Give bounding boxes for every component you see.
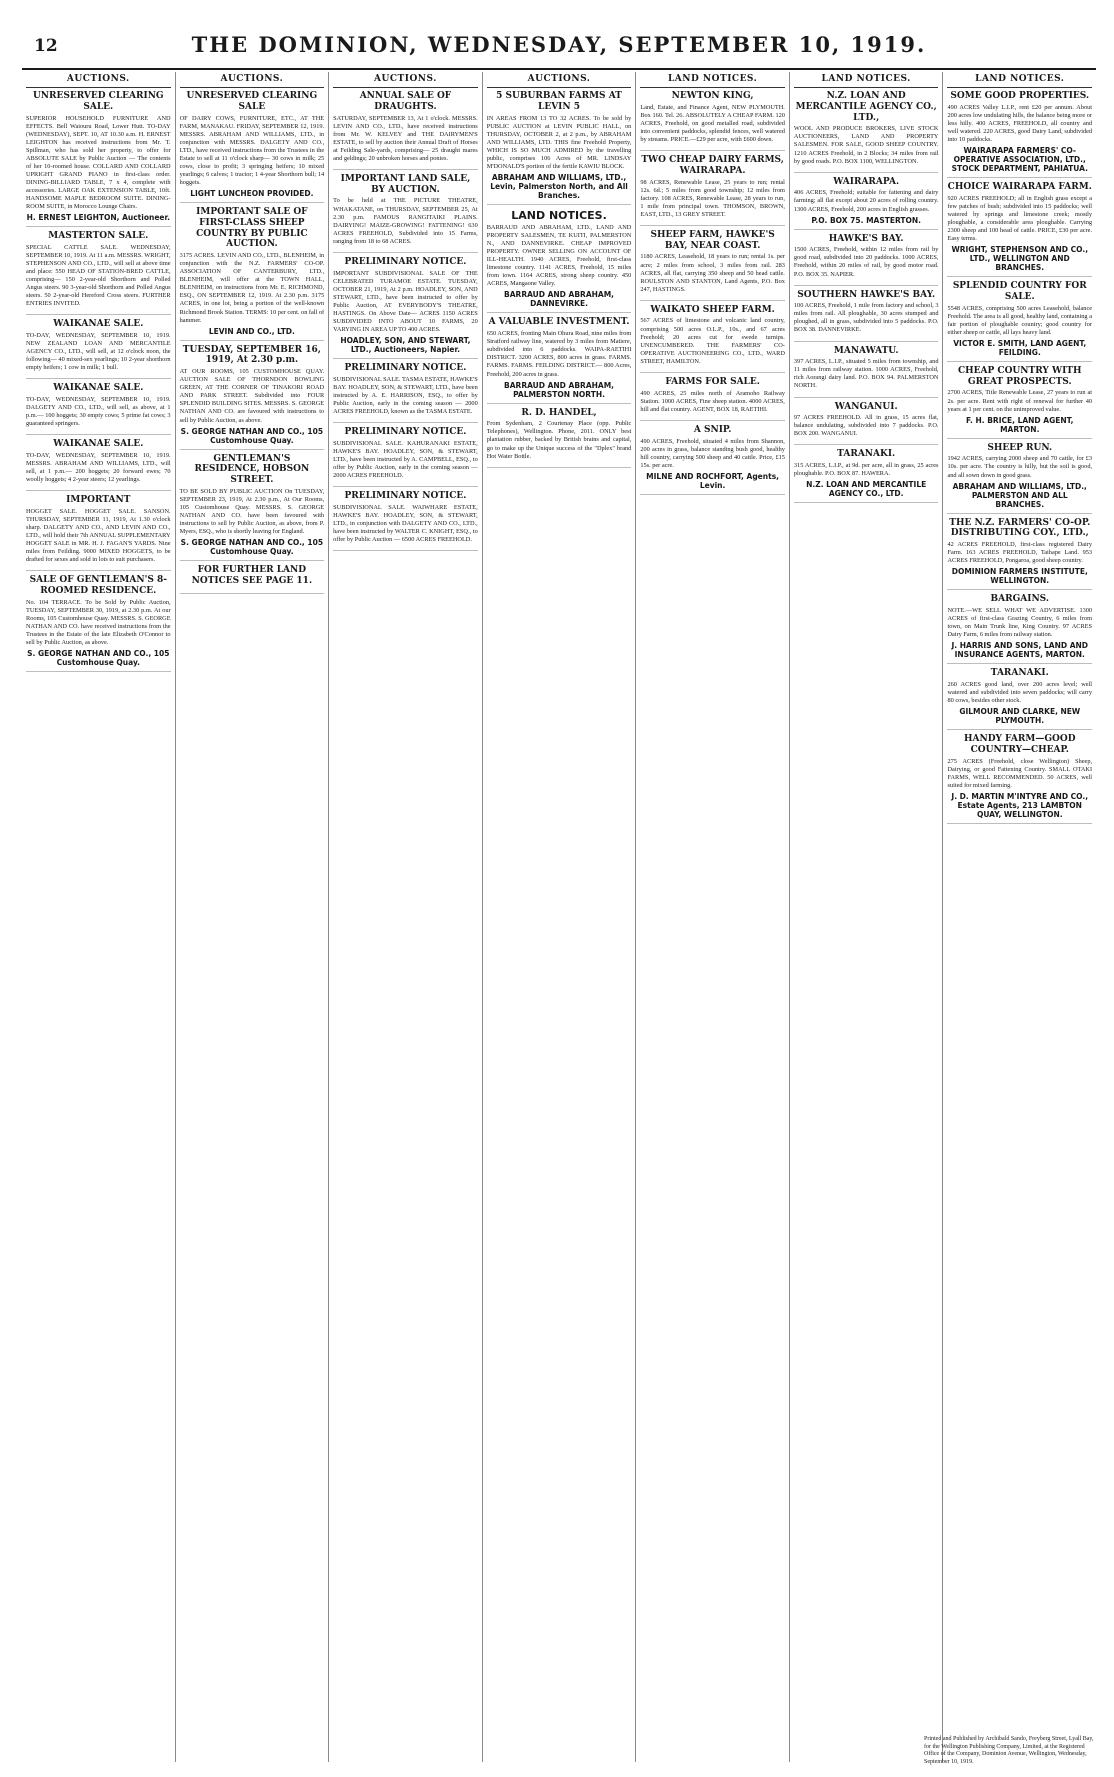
newspaper-column (482, 72, 636, 1762)
ad-body: From Sydenham, 2 Courtenay Place (opp. Public Telephones), Wellington. Phone, 2011. ONLY best plantation rubber, backed by British brains and capital, go to make up the Unique success of the "Dplex" brand Hot Water Bottle. (486, 420, 632, 460)
ad-body: 42 ACRES FREEHOLD, first-class registered Dairy Farm. 163 ACRES FREEHOLD, Taihape Land. 953 ACRES FREEHOLD, Pongaroa, good sheep country. (947, 541, 1093, 565)
ad-signature: MILNE AND ROCHFORT, Agents, Levin. (646, 471, 780, 490)
ad-title: WAIKANAE SALE. (53, 383, 144, 394)
ad-signature: HOADLEY, SON, AND STEWART, LTD., Auctioneers, Napier. (340, 335, 471, 354)
ad-title: TUESDAY, SEPTEMBER 16, 1919, At 2.30 p.m. (182, 344, 321, 366)
ad-body: WOOL AND PRODUCE BROKERS, LIVE STOCK AUCTIONEERS, LAND AND PROPERTY SALESMEN. FOR SALE, GOOD SHEEP COUNTRY. 1210 ACRES Freehold, in 2 Blocks; 34 miles from rail by good roads. P.O. BOX 1100, WELLINGTON. (793, 125, 939, 165)
classified-ad (180, 454, 325, 562)
ad-signature: H. ERNEST LEIGHTON, Auctioneer. (26, 213, 170, 223)
ad-signature: WRIGHT, STEPHENSON AND CO., LTD., WELLINGTON AND BRANCHES. (951, 245, 1089, 273)
ad-signature: N.Z. LOAN AND MERCANTILE AGENCY CO., LTD. (806, 480, 927, 499)
ad-body: No. 104 TERRACE. To be Sold by Public Auction, TUESDAY, SEPTEMBER 30, 1919, at 2.30 p.m. At our Rooms, 105 Customhouse Quay. MESSRS. S. GEORGE NATHAN AND CO. have received instructions from the Trustees in the Estate of the late Elizabeth O'Connor to sell by Public Auction, as above. (26, 599, 171, 647)
ad-title: SHEEP FARM, HAWKE'S BAY, NEAR COAST. (650, 229, 775, 251)
ad-body: SUBDIVISIONAL SALE. WAIWHARE ESTATE, HAWKE'S BAY. HOADLEY, SON, & STEWART, LTD., in conjunction with DALGETY AND CO., LTD., have been instructed by WALTER C. KNIGHT, ESQ., to offer by Public Auction — 6500 ACRES FREEHOLD. (333, 503, 478, 543)
ad-title: PRELIMINARY NOTICE. (344, 426, 467, 437)
classified-ad (947, 668, 1092, 730)
classified-ad (26, 319, 171, 379)
ad-body: TO BE SOLD BY PUBLIC AUCTION On TUESDAY, SEPTEMBER 23, 1919, At 2.30 p.m., At Our Rooms, 105 Customhouse Quay. MESSRS. S. GEORGE NATHAN AND CO. have been favoured with instructions to sell by Public Auction, as above, from P. Myers, ESQ., who is shortly leaving for England. (179, 487, 325, 536)
classified-ad (640, 425, 785, 495)
ad-title: N.Z. LOAN AND MERCANTILE AGENCY CO., LTD., (795, 91, 937, 123)
ad-title: R. D. HANDEL, (521, 407, 597, 418)
classified-ad (333, 427, 478, 487)
ad-title: WAIKATO SHEEP FARM. (650, 304, 775, 315)
classified-ad (26, 495, 171, 571)
ad-body: TO-DAY, WEDNESDAY, SEPTEMBER 10, 1919. NEW ZEALAND LOAN AND MERCANTILE AGENCY CO., LTD., will sell, at 12 o'clock noon, the following— 40 mixed-sex yearlings; 10 2-year shorthorn empty heifers; 1 cow in milk; 1 bull. (26, 332, 171, 372)
classified-ad (487, 317, 632, 403)
ad-signature: WAIRARAPA FARMERS' CO-OPERATIVE ASSOCIATION, LTD., STOCK DEPARTMENT, PAHIATUA. (951, 146, 1088, 174)
ad-title: UNRESERVED CLEARING SALE. (32, 91, 164, 112)
ad-title: WAIRARAPA. (833, 176, 900, 187)
ad-signature: LEVIN AND CO., LTD. (208, 326, 295, 336)
ad-title: IMPORTANT LAND SALE, BY AUCTION. (340, 173, 471, 195)
ad-title: HAWKE'S BAY. (828, 233, 904, 244)
ad-title: A SNIP. (693, 424, 732, 435)
ad-body: SATURDAY, SEPTEMBER 13, At 1 o'clock. MESSRS. LEVIN AND CO., LTD., have received instructions from Mr. W. KELVEY and THE DAIRYMEN'S ESTATE, to sell by auction their Annual Draft of Horses at Feilding Sale-yards, comprising— 25 draught mares and geldings; 20 unbroken horses and ponies. (333, 114, 478, 162)
ad-title: FARMS FOR SALE. (665, 376, 760, 387)
classified-ad (947, 518, 1092, 591)
ad-title: SOUTHERN HAWKE'S BAY. (797, 289, 936, 300)
ad-title: CHOICE WAIRARAPA FARM. (947, 182, 1092, 193)
ad-title: UNRESERVED CLEARING SALE (186, 91, 318, 112)
ad-body: BARRAUD AND ABRAHAM, LTD., LAND AND PROPERTY SALESMEN, TE KUITI, PALMERSTON N., AND DANNEVIRKE. CHEAP IMPROVED PROPERTY. OWNER SELLING ON ACCOUNT OF ILL-HEALTH. 1940 ACRES, Freehold, first-class limestone country. 1141 ACRES, Freehold, 15 miles from town. 1164 ACRES, strong sheep country. 450 ACRES, Mangaone Valley. (486, 224, 632, 288)
classified-ad (794, 177, 939, 230)
ad-signature: GILMOUR AND CLARKE, NEW PLYMOUTH. (959, 707, 1081, 726)
ad-title: HANDY FARM—GOOD COUNTRY—CHEAP. (963, 734, 1076, 756)
ad-signature: ABRAHAM AND WILLIAMS, LTD., Levin, Palmerston North, and All Branches. (490, 172, 628, 200)
ad-title: TARANAKI. (837, 449, 896, 460)
column-heading: AUCTIONS. (487, 72, 632, 88)
ad-body: 406 ACRES, Freehold; suitable for fattening and dairy farming; all flat except about 20 acres of rolling country. 1300 ACRES, Freehold, 200 acres in English grasses. (793, 189, 939, 213)
ad-body: OF DAIRY COWS, FURNITURE, ETC., AT THE FARM, MANAKAU. FRIDAY, SEPTEMBER 12, 1919. MESSRS. ABRAHAM AND WILLIAMS, LTD., in conjunction with MESSRS. DALGETY AND CO., LTD., have received instructions from the Trustees in the Estate to sell at 11 o'clock sharp— 30 cows in milk; 25 cows, close to profit; 3 springing heifers; 10 mixed yearlings; 6 calves; 1 tractor; 1 4-year Shorthorn bull; 14 hoggets. (179, 114, 325, 186)
classified-ad (487, 209, 632, 314)
newspaper-column (789, 72, 943, 1762)
newspaper-title: THE DOMINION, WEDNESDAY, SEPTEMBER 10, 1919. (191, 32, 927, 57)
classified-ad (947, 443, 1092, 514)
classified-ad (794, 402, 939, 446)
ad-signature: S. GEORGE NATHAN AND CO., 105 Customhouse Quay. (180, 426, 324, 445)
ad-body: 920 ACRES FREEHOLD; all in English grass except a few patches of bush; subdivided into 15 paddocks; well watered by springs and limestone creek; mostly ploughable, a considerable area ploughable. Carrying 2300 sheep and 100 head of cattle. PRICE, £30 per acre. Easy terms. (947, 194, 1093, 243)
classified-ad (26, 383, 171, 435)
page-number: 12 (34, 36, 58, 56)
classified-ad (794, 449, 939, 503)
ad-signature: ABRAHAM AND WILLIAMS, LTD., PALMERSTON AND ALL BRANCHES. (952, 481, 1087, 509)
ad-body: 1180 ACRES, Leasehold, 18 years to run; rental 1s. per acre; 2 miles from school, 3 miles from rail. 283 ACRES, all flat, carrying 350 sheep and 50 head cattle. ROULSTON AND STANTON, Land Agents, P.O. Box 247, HASTINGS. (640, 253, 785, 293)
ad-body: IMPORTANT SUBDIVISIONAL SALE OF THE CELEBRATED TURAMOE ESTATE. TUESDAY, OCTOBER 21, 1919, At 2 p.m. HOADLEY, SON, AND STEWART, LTD., have been instructed to offer by Public Auction, AT EVERYBODY'S THEATRE, HASTINGS. On Above Date— ACRES 1150 ACRES SUBDIVIDED INTO ABOUT 10 FARMS, 20 VARYING IN AREA UP TO 400 ACRES. (333, 269, 478, 333)
classified-ad (640, 230, 785, 301)
classified-ad (180, 207, 325, 341)
classified-ad (333, 174, 478, 253)
classified-ad (333, 257, 478, 359)
ad-title: FOR FURTHER LAND NOTICES SEE PAGE 11. (191, 565, 313, 587)
ad-signature: J. D. MARTIN M'INTYRE AND CO., Estate Agents, 213 LAMBTON QUAY, WELLINGTON. (951, 792, 1089, 819)
classified-ad (333, 91, 478, 170)
classified-ad (794, 234, 939, 286)
ad-title: WANGANUI. (834, 401, 898, 412)
columns (22, 72, 1096, 1762)
imprint: Printed and Published by Archibald Sando, Freyberg Street, Lyall Bay, for the Wellington Publishing Company, Limited, at the Registered Office of the Company, Dominion Avenue, Wellington, Wednesday, September 10, 1919. (924, 1735, 1094, 1766)
newspaper-column (328, 72, 482, 1762)
ad-title: SOME GOOD PROPERTIES. (950, 91, 1090, 101)
column-heading: AUCTIONS. (26, 72, 171, 88)
ad-signature: S. GEORGE NATHAN AND CO., 105 Customhouse Quay. (180, 538, 324, 557)
ad-title: WAIKANAE SALE. (53, 439, 144, 450)
column-heading: LAND NOTICES. (947, 72, 1092, 88)
ad-title: TWO CHEAP DAIRY FARMS, WAIRARAPA. (641, 155, 784, 176)
ad-title: LAND NOTICES. (511, 208, 607, 222)
classified-ad (794, 346, 939, 398)
classified-ad (794, 290, 939, 342)
ad-title: CHEAP COUNTRY WITH GREAT PROSPECTS. (958, 365, 1082, 387)
ad-title: 5 SUBURBAN FARMS AT LEVIN 5 (496, 91, 622, 112)
ad-title: IMPORTANT (66, 495, 131, 506)
newspaper-column (22, 72, 175, 1762)
classified-ad (487, 408, 632, 468)
ad-title: SPLENDID COUNTRY FOR SALE. (952, 281, 1087, 302)
ad-title: ANNUAL SALE OF DRAUGHTS. (359, 91, 452, 112)
classified-ad (180, 565, 325, 594)
classified-ad (333, 363, 478, 423)
ad-title: MANAWATU. (833, 345, 899, 356)
classified-ad (947, 91, 1092, 178)
ad-body: NOTE.—WE SELL WHAT WE ADVERTISE. 1300 ACRES of first-class Grazing Country, 6 miles from town, on Main Trunk line, King Country. 97 ACRES Dairy Farm, 6 miles from railway station. (947, 607, 1093, 639)
column-heading: LAND NOTICES. (640, 72, 785, 88)
ad-title: NEWTON KING, (671, 91, 754, 101)
classified-ad (794, 91, 939, 173)
ad-body: 397 ACRES, L.I.P., situated 5 miles from township, and 11 miles from railway station. 1000 ACRES, Freehold, rich Aorangi dairy land. P.O. BOX 94. PALMERSTON NORTH. (793, 358, 939, 390)
ad-title: PRELIMINARY NOTICE. (344, 362, 467, 373)
ad-body: SUPERIOR HOUSEHOLD FURNITURE AND EFFECTS. Bell Waiouru Road, Lower Hutt. TO-DAY (WEDNESDAY), SEPT. 10, AT 10.30 a.m. H. ERNEST LEIGHTON has received instructions from Mr. T. Spillman, who has sold her property, to offer for ABSOLUTE SALE by Public Auction — The contents of her 10-roomed house. COLLARD AND COLLARD UPRIGHT GRAND PIANO in first-class order. DINING-BILLIARD TABLE, 7 x 4, complete with accessories. LARGE OAK EXTENSION TABLE, 10ft. HANDSOME MAPLE BEDROOM SUITE. DINING-ROOM SUITE, in Morocco Lounge Chairs. (26, 114, 171, 211)
ad-body: TO-DAY, WEDNESDAY, SEPTEMBER 10, 1919. MESSRS. ABRAHAM AND WILLIAMS, LTD., will sell, at 1 p.m.— 200 hoggets; 20 forward ewes; 70 woolly hoggets; 4 2-year steers; 12 yearlings. (26, 452, 171, 484)
ad-body: To be held at THE PICTURE THEATRE, WHAKATANE, on THURSDAY, SEPTEMBER 25, At 2.30 p.m. FAMOUS RANGITAIKI PLAINS. DAIRYING! MAIZE-GROWING! FATTENING! 630 ACRES FREEHOLD, Subdivided into 15 Farms, ranging from 18 to 68 ACRES. (333, 197, 478, 245)
ad-signature: J. HARRIS AND SONS, LAND AND INSURANCE AGENTS, MARTON. (951, 641, 1089, 660)
column-heading: LAND NOTICES. (794, 72, 939, 88)
classified-ad (640, 377, 785, 421)
ad-body: 275 ACRES (Freehold, close Wellington) Sheep, Dairying, or good Fattening Country. SMALL OTAKI FARMS, WELL RECOMMENDED. 50 ACRES, well suited for mixed farming. (947, 757, 1093, 789)
classified-ad (26, 575, 171, 672)
ad-body: 1942 ACRES, carrying 2000 sheep and 70 cattle, for £3 10s. per acre. The country is hilly, but the soil is good, and all sown down in good grass. (947, 455, 1093, 479)
newspaper-column (942, 72, 1096, 1762)
ad-body: SUBDIVISIONAL SALE. TASMA ESTATE, HAWKE'S BAY. HOADLEY, SON, & STEWART, LTD., have been instructed by A. E. HARRISON, ESQ., to offer by Public Auction, early in the coming season — 2000 ACRES FREEHOLD, known as the TASMA ESTATE. (333, 375, 478, 415)
ad-body: TO-DAY, WEDNESDAY, SEPTEMBER 10, 1919. DALGETY AND CO., LTD., will sell, as above, at 1 p.m.— 100 hoggets; 30 empty cows; 5 prime fat cows; 3 guaranteed springers. (26, 396, 171, 428)
column-heading: AUCTIONS. (333, 72, 478, 88)
ad-body: HOGGET SALE. HOGGET SALE. SANSON. THURSDAY, SEPTEMBER 11, 1919, At 1.30 o'clock sharp. DALGETY AND CO., AND LEVIN AND CO., LTD., will hold their 7th ANNUAL SUPPLEMENTARY HOGGET SALE in MR. H. J. FAGAN'S YARDS. Nine miles from Feilding. 9000 MIXED HOGGETS, to be drafted for sexes and sold in lots to suit purchasers. (26, 508, 171, 564)
ad-title: IMPORTANT SALE OF FIRST-CLASS SHEEP COUNTRY BY PUBLIC AUCTION. (196, 207, 308, 250)
ad-title: A VALUABLE INVESTMENT. (488, 317, 630, 328)
classified-ad (947, 182, 1092, 277)
newspaper-column (175, 72, 329, 1762)
ad-signature: LIGHT LUNCHEON PROVIDED. (190, 189, 314, 199)
ad-body: 100 ACRES, Freehold, 1 mile from factory and school, 3 miles from rail. All ploughable, 30 acres stumped and ploughed, all in grass, subdivided into 5 paddocks. P.O. BOX 38. DANNEVIRKE. (793, 302, 939, 334)
ad-signature: F. H. BRICE, LAND AGENT, MARTON. (965, 415, 1074, 434)
ad-body: 315 ACRES, L.I.P., at 9d. per acre, all in grass, 25 acres ploughable. P.O. BOX 87. HAWERA. (793, 462, 939, 478)
ad-body: SUBDIVISIONAL SALE. KAHURANAKI ESTATE, HAWKE'S BAY. HOADLEY, SON, & STEWART, LTD., have been instructed by A. CAMPBELL, ESQ., to offer by Public Auction, early in the coming season — 2000 ACRES FREEHOLD. (333, 439, 478, 479)
classified-ad (947, 734, 1092, 824)
ad-body: 3175 ACRES. LEVIN AND CO., LTD., BLENHEIM, in conjunction with the N.Z. FARMERS' CO-OP. ASSOCIATION OF CANTERBURY, LTD., BLENHEIM, will offer at the TOWN HALL, BLENHEIM, on instructions from Mr. E. RICHMOND, ESQ., ON SEPTEMBER 12, 1919. At 2.30 p.m. 3175 ACRES, in one lot, being a portion of the well-known Richmond Brook Station. TERMS: 10 per cent. on fall of hammer. (179, 252, 325, 324)
ad-body: Land, Estate, and Finance Agent, NEW PLYMOUTH. Box 160. Tel. 26. ABSOLUTELY A CHEAP FARM. 120 ACRES, Freehold, on good metalled road, subdivided into convenient paddocks, splendid fences, well watered by streams. PRICE.—£29 per acre, with £600 down. (640, 103, 785, 143)
ad-body: 490 ACRES, Freehold, situated 4 miles from Shannon, 200 acres in grass, balance standing bush good, healthy hill country, carrying 500 sheep and 40 cattle. Price, £15 15s. per acre. (640, 437, 785, 469)
ad-title: GENTLEMAN'S RESIDENCE, HOBSON STREET. (194, 453, 310, 486)
ad-signature: S. GEORGE NATHAN AND CO., 105 Customhouse Quay. (27, 649, 170, 668)
ad-body: 98 ACRES, Renewable Lease, 25 years to run; rental 12s. 6d.; 5 miles from good township; 12 miles from factory. 108 ACRES, Renewable Lease, 28 years to run, 1 mile from principal town. THOMSON, BROWN, EAST, LTD., 13 GREY STREET. (640, 178, 785, 218)
ad-body: 2700 ACRES, Title Renewable Lease, 27 years to run at 2s. per acre. Rent with right of renewal for further 40 years at 1 per cent. on the unimproved value. (947, 389, 1093, 413)
column-heading: AUCTIONS. (180, 72, 325, 88)
ad-title: SALE OF GENTLEMAN'S 8-ROOMED RESIDENCE. (29, 575, 167, 597)
ad-body: 567 ACRES of limestone and volcanic land country, comprising 500 acres O.L.P., 10s., and 67 acres Freehold; 20 acres cut for swede turnips. UNENCUMBERED. THE FARMERS' CO-OPERATIVE AUCTIONEERING CO., LTD., WARD STREET, HAMILTON. (640, 317, 785, 365)
classified-ad (947, 366, 1092, 439)
ad-title: WAIKANAE SALE. (53, 319, 144, 330)
ad-body: 5548 ACRES, comprising 500 acres Leasehold, balance Freehold. The area is all good, healthy land, containing a fair portion of ploughable country; good country for either sheep or cattle, all lays heavy land. (947, 304, 1093, 336)
ad-signature: P.O. BOX 75. MASTERTON. (811, 215, 922, 225)
masthead (22, 28, 1096, 70)
ad-title: PRELIMINARY NOTICE. (344, 490, 467, 501)
ad-title: PRELIMINARY NOTICE. (344, 256, 467, 267)
ad-body: IN AREAS FROM 13 TO 32 ACRES. To be sold by PUBLIC AUCTION at LEVIN PUBLIC HALL, on THURSDAY, OCTOBER 2, at 2 p.m., by ABRAHAM AND WILLIAMS, LTD. THIS fine Freehold Property, WHICH IS SO MUCH ADMIRED by the travelling public, comprises 106 Acres of MR. LINDSAY M'DONALD'S portion of the fertile KAWIU BLOCK. (486, 114, 632, 170)
classified-ad (640, 305, 785, 373)
ad-body: 1500 ACRES, Freehold, within 12 miles from rail by good road, subdivided into 20 paddocks. 1000 ACRES, Freehold, within 20 miles of rail, by good motor road. P.O. BOX 35. NAPIER. (793, 246, 939, 278)
ad-title: MASTERTON SALE. (48, 231, 149, 242)
classified-ad (26, 231, 171, 315)
classified-ad (26, 91, 171, 227)
ad-signature: BARRAUD AND ABRAHAM, DANNEVIRKE. (504, 290, 615, 309)
classified-ad (333, 491, 478, 551)
classified-ad (180, 345, 325, 450)
classified-ad (947, 281, 1092, 362)
classified-ad (640, 155, 785, 226)
ad-title: BARGAINS. (990, 594, 1049, 605)
ad-signature: BARRAUD AND ABRAHAM, PALMERSTON NORTH. (504, 380, 615, 399)
classified-ad (487, 91, 632, 205)
newspaper-column (635, 72, 789, 1762)
classified-ad (947, 594, 1092, 664)
ad-title: THE N.Z. FARMERS' CO-OP. DISTRIBUTING COY., LTD., (949, 517, 1091, 539)
ad-title: TARANAKI. (990, 668, 1049, 679)
ad-body: SPECIAL CATTLE SALE. WEDNESDAY, SEPTEMBER 10, 1919. At 11 a.m. MESSRS. WRIGHT, STEPHENSON AND CO., LTD., will sell at above time and place: 550 HEAD OF STATION-BRED CATTLE, comprising— 150 2-year-old Shorthorn and Polled Angus steers. 90 3-year-old Shorthorn and Polled Angus steers. 50 2-year-old Hereford Cross steers. FURTHER ENTRIES INVITED. (26, 243, 171, 308)
ad-signature: VICTOR E. SMITH, LAND AGENT, FEILDING. (953, 338, 1087, 357)
ad-signature: DOMINION FARMERS INSTITUTE, WELLINGTON. (951, 567, 1088, 586)
ad-body: 260 ACRES good land, over 200 acres level; well watered and subdivided into seven paddocks; will carry 80 cows, besides other stock. (947, 681, 1093, 705)
ad-body: AT OUR ROOMS, 105 CUSTOMHOUSE QUAY. AUCTION SALE OF THORNDON BOWLING GREEN, AT THE CORNER OF TINAKORI ROAD AND PARK STREET. Subdivided into FOUR SPLENDID BUILDING SITES. MESSRS. S. GEORGE NATHAN AND CO. are favoured with instructions to sell by Public Auction, as above. (179, 368, 325, 424)
ad-body: 490 ACRES, 25 miles north of Aramoho Railway Station. 1000 ACRES, Fine sheep station. 4000 ACRES, hill and flat country. AGENT, BOX 18, RAETIHI. (640, 389, 785, 413)
classified-ad (180, 91, 325, 203)
ad-title: SHEEP RUN. (987, 442, 1053, 453)
classified-ad (26, 439, 171, 491)
ad-body: 650 ACRES, fronting Main Ohura Road, nine miles from Stratford railway line, watered by 3 miles from Matiere, subdivided into 6 paddocks. WAIPA-RAETIHI DISTRICT. 3200 ACRES, 800 acres in grass. FARMS. FARMS. FARMS. FEILDING DISTRICT.— 800 Acres, Freehold, 200 acres in grass. (486, 330, 632, 378)
ad-body: 490 ACRES Valley L.I.P., rent £20 per annum. About 200 acres low undulating hills, the balance being more or less hilly. 400 ACRES, FREEHOLD, all country and well watered. 220 ACRES, good Dairy Land, subdivided into 10 paddocks. (947, 103, 1093, 143)
classified-ad (640, 91, 785, 151)
ad-body: 97 ACRES FREEHOLD. All in grass, 15 acres flat, balance undulating, subdivided into 7 paddocks. P.O. BOX 200. WANGANUI. (793, 414, 939, 438)
